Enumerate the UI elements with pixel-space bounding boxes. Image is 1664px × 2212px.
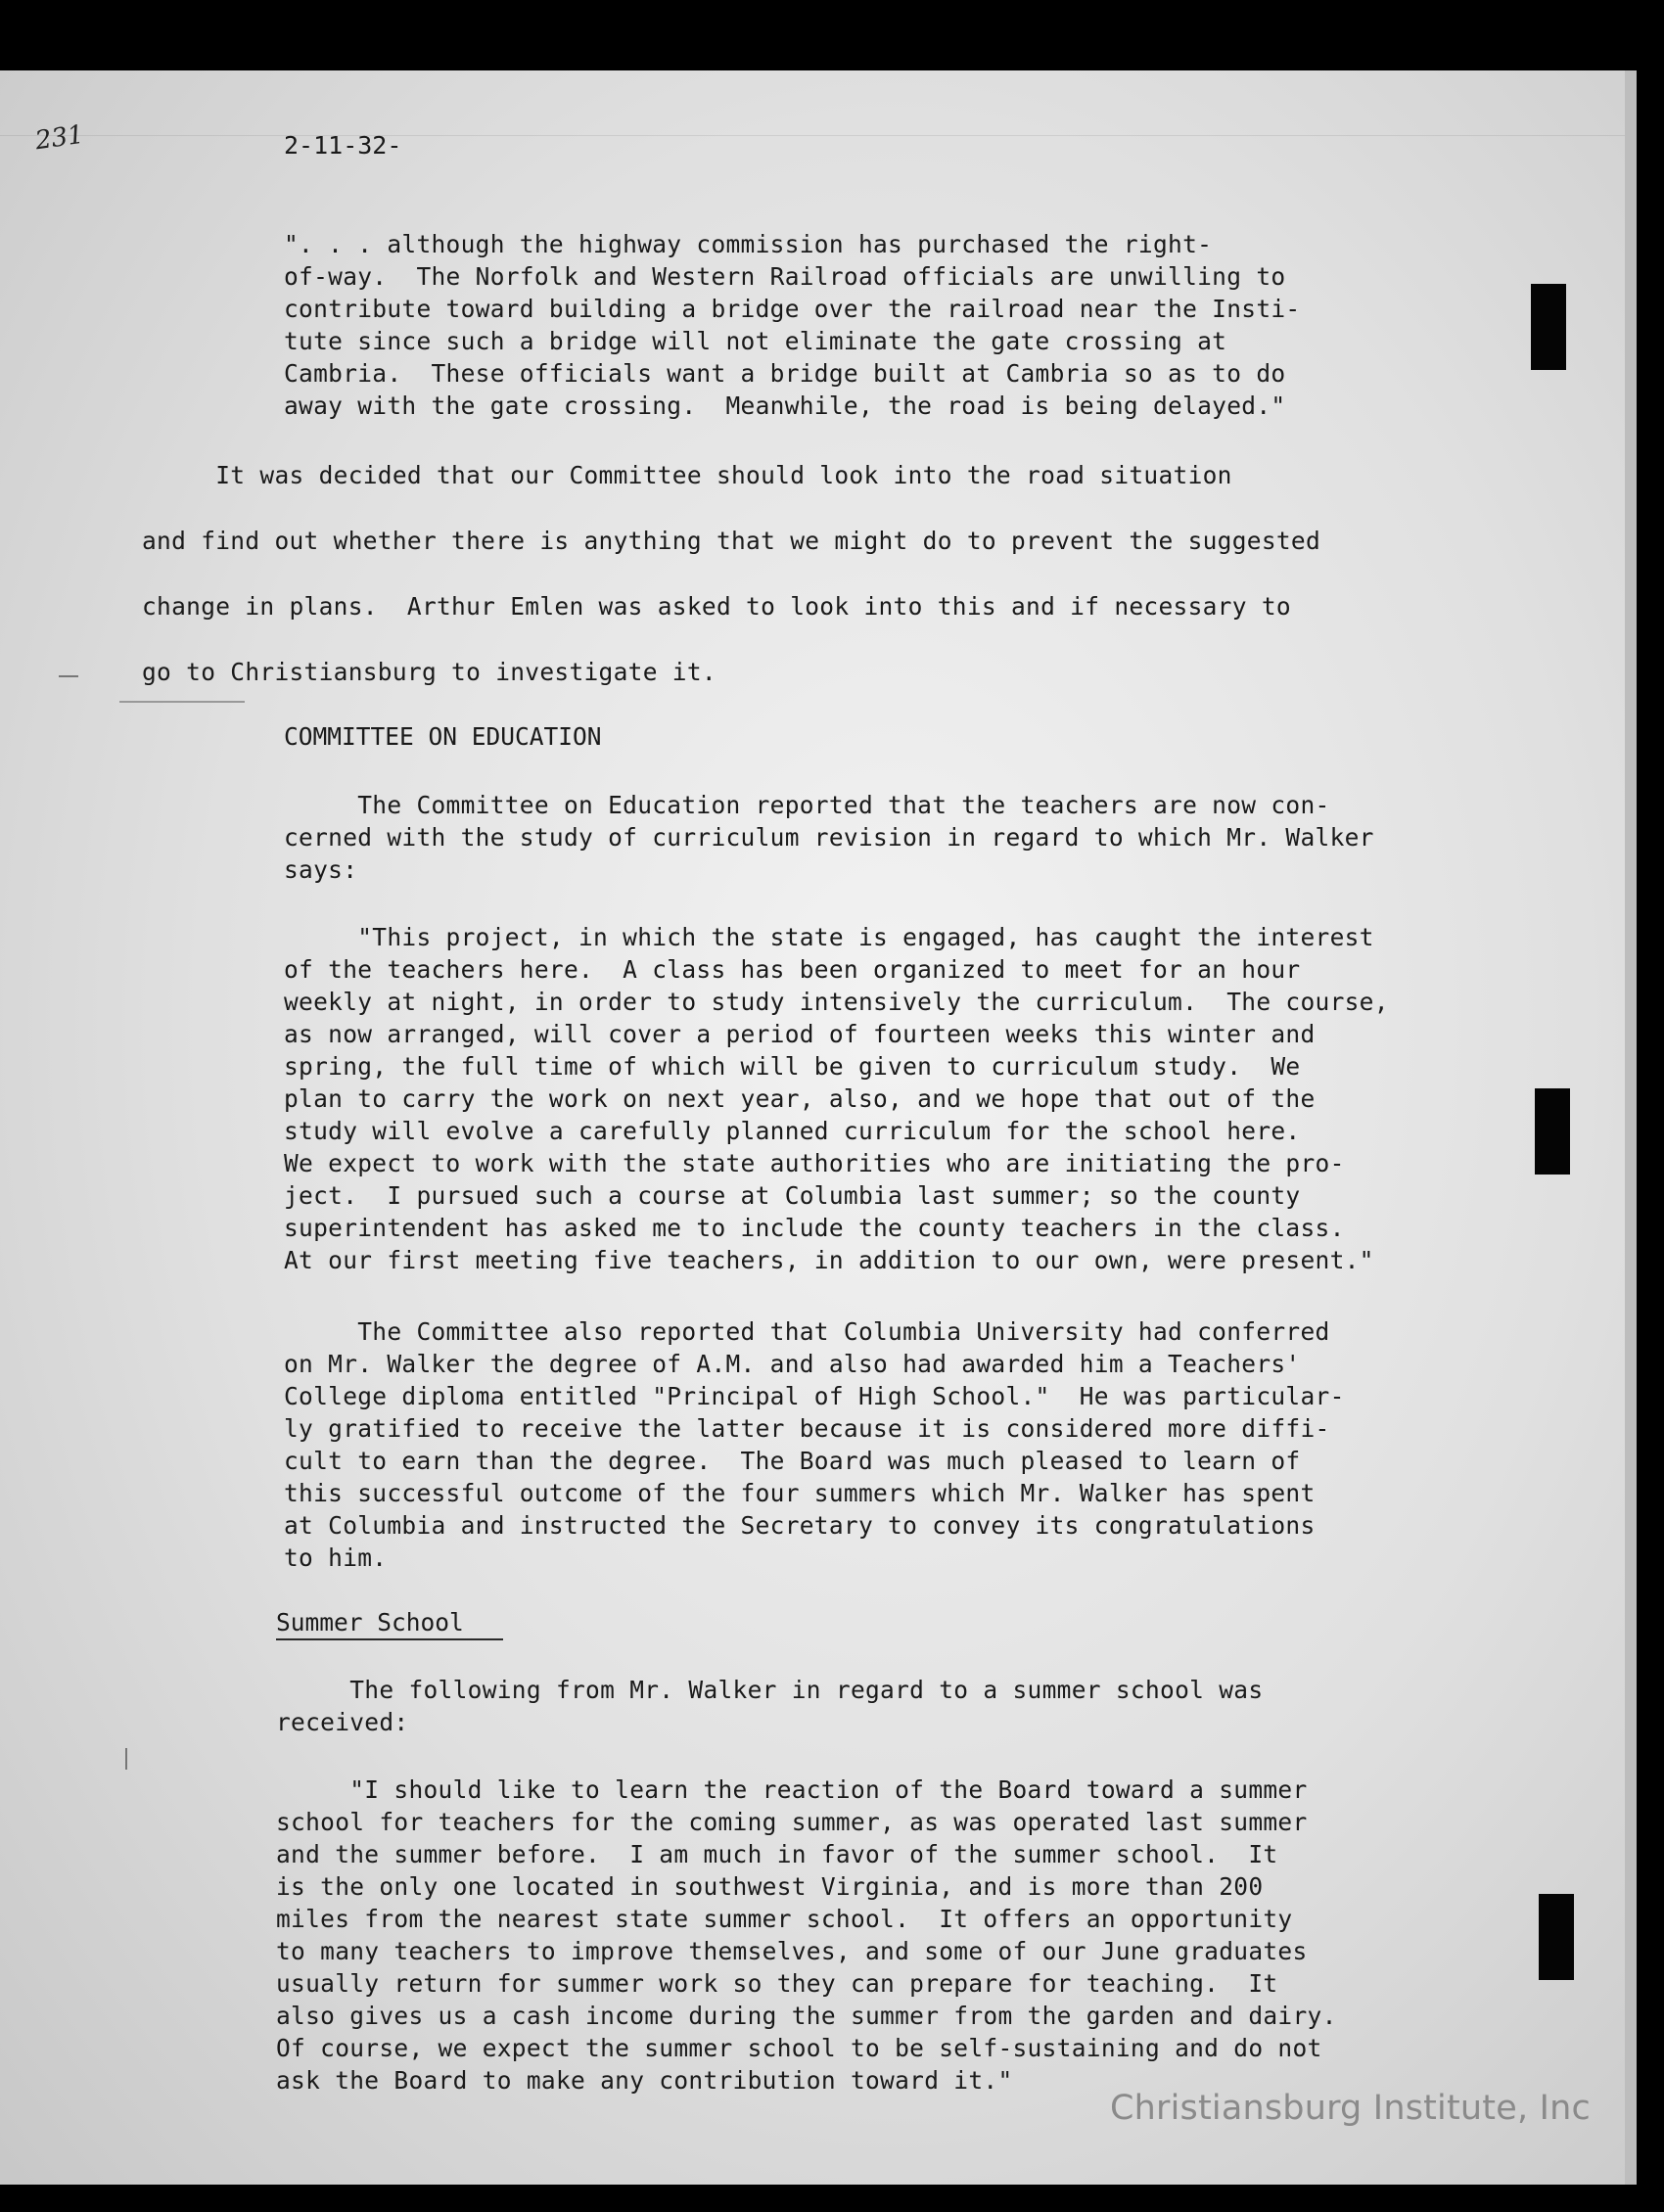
margin-tick: [59, 675, 78, 677]
paragraph-degree-conferred: The Committee also reported that Columbia University had conferred on Mr. Walker the degree of A.M. and also had awarded him a Teachers' College diploma entitled "Principal of High School." He was particular- ly gratified to receive the latter because it is considered more diffi- cult to earn than the degree. The Board was much pleased to learn of this successful outcome of the four summers which Mr. Walker has spent at Columbia and instructed the Secretary to convey its congratulations to him.: [284, 1317, 1345, 1572]
heading-summer-school: Summer School: [276, 1608, 464, 1636]
page-number: 231: [33, 119, 86, 157]
quote-summer-school: "I should like to learn the reaction of the Board toward a summer school for teachers for the coming summer, as was operated last summer and the summer before. I am much in favor of the summer school. It is the only one located in southwest Virginia, and is more than 200 miles from the nearest state summer school. It offers an opportunity to many teachers to improve themselves, and some of our June graduates usually return for summer work so they can prepare for teaching. It also gives us a cash income during the summer from the garden and dairy. Of course, we expect the summer school to be self-sustaining and do not ask the Board to make any contribution toward it.": [276, 1775, 1337, 2095]
quote-curriculum-project: "This project, in which the state is engaged, has caught the interest of the teachers here. A class has been organized to meet for an hour weekly at night, in order to study intensively the curriculum. The course, as now arranged, will cover a period of fourteen weeks this winter and spring, the full time of which will be given to curriculum study. We plan to carry the work on next year, also, and we hope that out of the study will evolve a carefully planned curriculum for the school here. We expect to work with the state authorities who are initiating the pro- ject. I pursued such a course at Columbia last summer; so the county superintendent has asked me to include the county teachers in the class. At our first meeting five teachers, in addition to our own, were present.": [284, 923, 1389, 1274]
scan-border: [0, 2185, 1664, 2212]
margin-marker: [1535, 1088, 1570, 1175]
page-edge-shadow: [1625, 70, 1637, 2185]
margin-tick: [119, 701, 245, 703]
faint-rule: [0, 135, 1625, 136]
paragraph-road-decision: It was decided that our Committee should look into the road situation and find out whether there is anything that we might do to prevent the suggested change in plans. Arthur Emlen was asked to look into this and if necessary to go to Christiansburg to investigate it.: [142, 461, 1321, 686]
paragraph-summer-intro: The following from Mr. Walker in regard to a summer school was received:: [276, 1676, 1264, 1736]
heading-underline: [276, 1638, 503, 1640]
paragraph-education-intro: The Committee on Education reported that the teachers are now con- cerned with the study of curriculum revision in regard to which Mr. Walker says:: [284, 791, 1374, 884]
document-date: 2-11-32-: [284, 131, 402, 160]
quote-highway-commission: ". . . although the highway commission has purchased the right- of-way. The Norfolk and Western Railroad officials are unwilling to contribute toward building a bridge over the railroad near the Insti- tute since such a bridge will not eliminate the gate crossing at Cambria. These officials want a bridge built at Cambria so as to do away with the gate crossing. Meanwhile, the road is being delayed.": [284, 230, 1301, 420]
margin-marker: [1539, 1894, 1574, 1980]
heading-committee-on-education: COMMITTEE ON EDUCATION: [284, 722, 602, 751]
margin-tick: [125, 1748, 127, 1770]
watermark: Christiansburg Institute, Inc: [1110, 2089, 1591, 2128]
margin-marker: [1531, 284, 1566, 370]
